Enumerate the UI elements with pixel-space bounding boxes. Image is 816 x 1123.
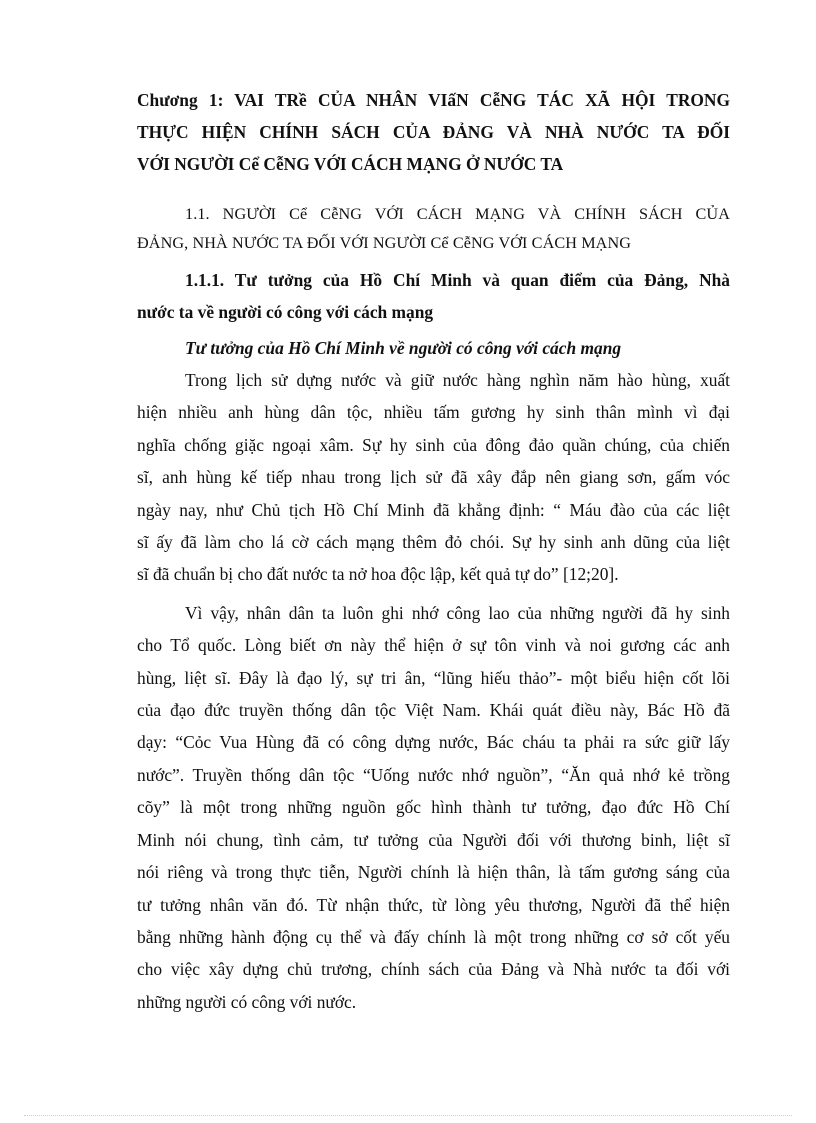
paragraph-line: sĩ, anh hùng kế tiếp nhau trong lịch sử đã xây đắp nên giang sơn, gấm vóc [137,467,730,488]
paragraph-line: của đạo đức truyền thống dân tộc Việt Nam. Khái quát điều này, Bác Hồ đã [137,700,730,721]
page-bottom-divider [24,1115,792,1116]
paragraph-line: cho việc xây dựng chủ trương, chính sách của Đảng và Nhà nước ta đối với [137,959,730,980]
paragraph-line: bằng những hành động cụ thể và đấy chính là một trong những cơ sở cốt yếu [137,926,730,947]
italic-subheading: Tư tưởng của Hồ Chí Minh về người có công với cách mạng [185,338,622,358]
paragraph-line: tư tưởng nhân văn đó. Từ nhận thức, từ lòng yêu thương, Người đã thể hiện [137,894,730,915]
paragraph-line: sĩ ấy đã làm cho lá cờ cách mạng thêm đỏ chói. Sự hy sinh anh dũng của liệt [137,532,730,553]
paragraph-line: Minh nói chung, tình cảm, tư tưởng của Người đối với thương binh, liệt sĩ [137,829,730,850]
paragraph-line: hùng, liệt sĩ. Đây là đạo lý, sự tri ân, “lũng hiếu thảo”- một biểu hiện cốt lõi [137,667,730,688]
section-heading-line: nước ta về người có công với cách mạng [137,302,434,322]
paragraph-2 [137,597,730,1018]
paragraph-line: hiện nhiều anh hùng dân tộc, nhiều tấm gương hy sinh thân mình vì đại [137,402,730,423]
document-page [137,84,730,1018]
paragraph-line: ngày nay, như Chủ tịch Hồ Chí Minh đã khẳng định: “ Máu đào của các liệt [137,499,730,520]
paragraph-line: nghĩa chống giặc ngoại xâm. Sự hy sinh của đông đảo quần chúng, của chiến [137,434,730,455]
section-heading-1-1-1 [137,264,730,328]
paragraph-line: nói riêng và trong thực tiễn, Người chính là hiện thân, là tấm gương sáng của [137,862,730,883]
chapter-title-line: THỰC HIỆN CHÍNH SÁCH CỦA ĐẢNG VÀ NHÀ NƯỚC TA ĐỐI [137,122,730,142]
paragraph-1 [137,364,730,591]
paragraph-line: Trong lịch sử dựng nước và giữ nước hàng nghìn năm hào hùng, xuất [185,370,730,390]
paragraph-line: sĩ đã chuẩn bị cho đất nước ta nở hoa độc lập, kết quả tự do” [12;20]. [137,564,619,585]
paragraph-line: những người có công với nước. [137,991,357,1012]
paragraph-line: Vì vậy, nhân dân ta luôn ghi nhớ công lao của những người đã hy sinh [185,602,730,623]
chapter-title-line: Chương 1: VAI TRề CỦA NHÂN VIấN CễNG TÁC XÃ HỘI TRONG [137,90,730,110]
section-heading-1-1 [137,200,730,258]
chapter-title-line: VỚI NGƯỜI Cể CễNG VỚI CÁCH MẠNG Ở NƯỚC TA [137,154,564,174]
section-heading-line: ĐẢNG, NHÀ NƯỚC TA ĐỐI VỚI NGƯỜI Cể CễNG VỚI CÁCH MẠNG [137,234,632,252]
paragraph-line: cõy” là một trong những nguồn gốc hình thành tư tưởng, đạo đức Hồ Chí [137,797,730,818]
chapter-title [137,84,730,180]
section-heading-line: 1.1.1. Tư tưởng của Hồ Chí Minh và quan điểm của Đảng, Nhà [185,270,730,290]
section-heading-line: 1.1. NGƯỜI Cể CễNG VỚI CÁCH MẠNG VÀ CHÍNH SÁCH CỦA [185,205,730,223]
paragraph-line: dạy: “Cỏc Vua Hùng đã có công dựng nước, Bác cháu ta phải ra sức giữ lấy [137,732,730,753]
paragraph-line: cho Tổ quốc. Lòng biết ơn này thể hiện ở sự tôn vinh và noi gương các anh [137,635,730,656]
paragraph-line: nước”. Truyền thống dân tộc “Uống nước nhớ nguồn”, “Ăn quả nhớ kẻ trồng [137,764,730,785]
